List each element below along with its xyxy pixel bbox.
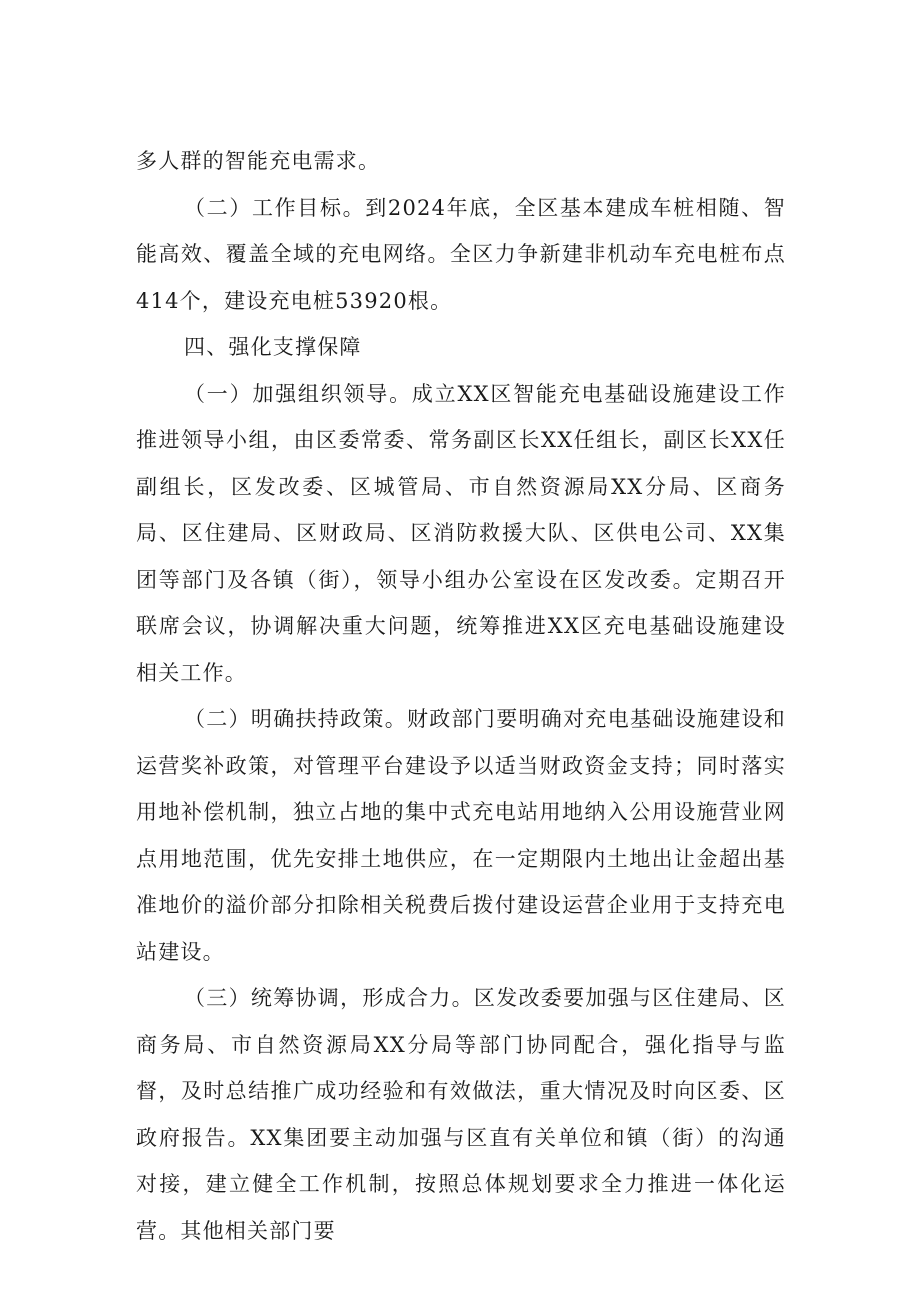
section-heading-support: 四、强化支撑保障 xyxy=(184,335,362,359)
paragraph-work-goals: （二）工作目标。到2024年底，全区基本建成车桩相随、智能高效、覆盖全域的充电网络。全区力争新建非机动车充电桩布点414个，建设充电桩53920根。 xyxy=(136,195,786,313)
paragraph-support-policy: （二）明确扶持政策。财政部门要明确对充电基础设施建设和运营奖补政策，对管理平台建设予以适当财政资金支持；同时落实用地补偿机制，独立占地的集中式充电站用地纳入公用设施营业网点用地范围，优先安排土地供应，在一定期限内土地出让金超出基准地价的溢价部分扣除相关税费后拨付建设运营企业用于支持充电站建设。 xyxy=(136,707,786,964)
paragraph-coordination: （三）统筹协调，形成合力。区发改委要加强与区住建局、区商务局、市自然资源局XX分局等部门协同配合，强化指导与监督，及时总结推广成功经验和有效做法，重大情况及时向区委、区政府报告。XX集团要主动加强与区直有关单位和镇（街）的沟通对接，建立健全工作机制，按照总体规划要求全力推进一体化运营。其他相关部门要 xyxy=(136,986,786,1243)
paragraph-organization-leadership: （一）加强组织领导。成立XX区智能充电基础设施建设工作推进领导小组，由区委常委、常务副区长XX任组长，副区长XX任副组长，区发改委、区城管局、市自然资源局XX分局、区商务局、区住建局、区财政局、区消防救援大队、区供电公司、XX集团等部门及各镇（街），领导小组办公室设在区发改委。定期召开联席会议，协调解决重大问题，统筹推进XX区充电基础设施建设相关工作。 xyxy=(136,381,786,685)
document-body xyxy=(136,138,786,1254)
paragraph-continuation: 多人群的智能充电需求。 xyxy=(136,149,381,173)
